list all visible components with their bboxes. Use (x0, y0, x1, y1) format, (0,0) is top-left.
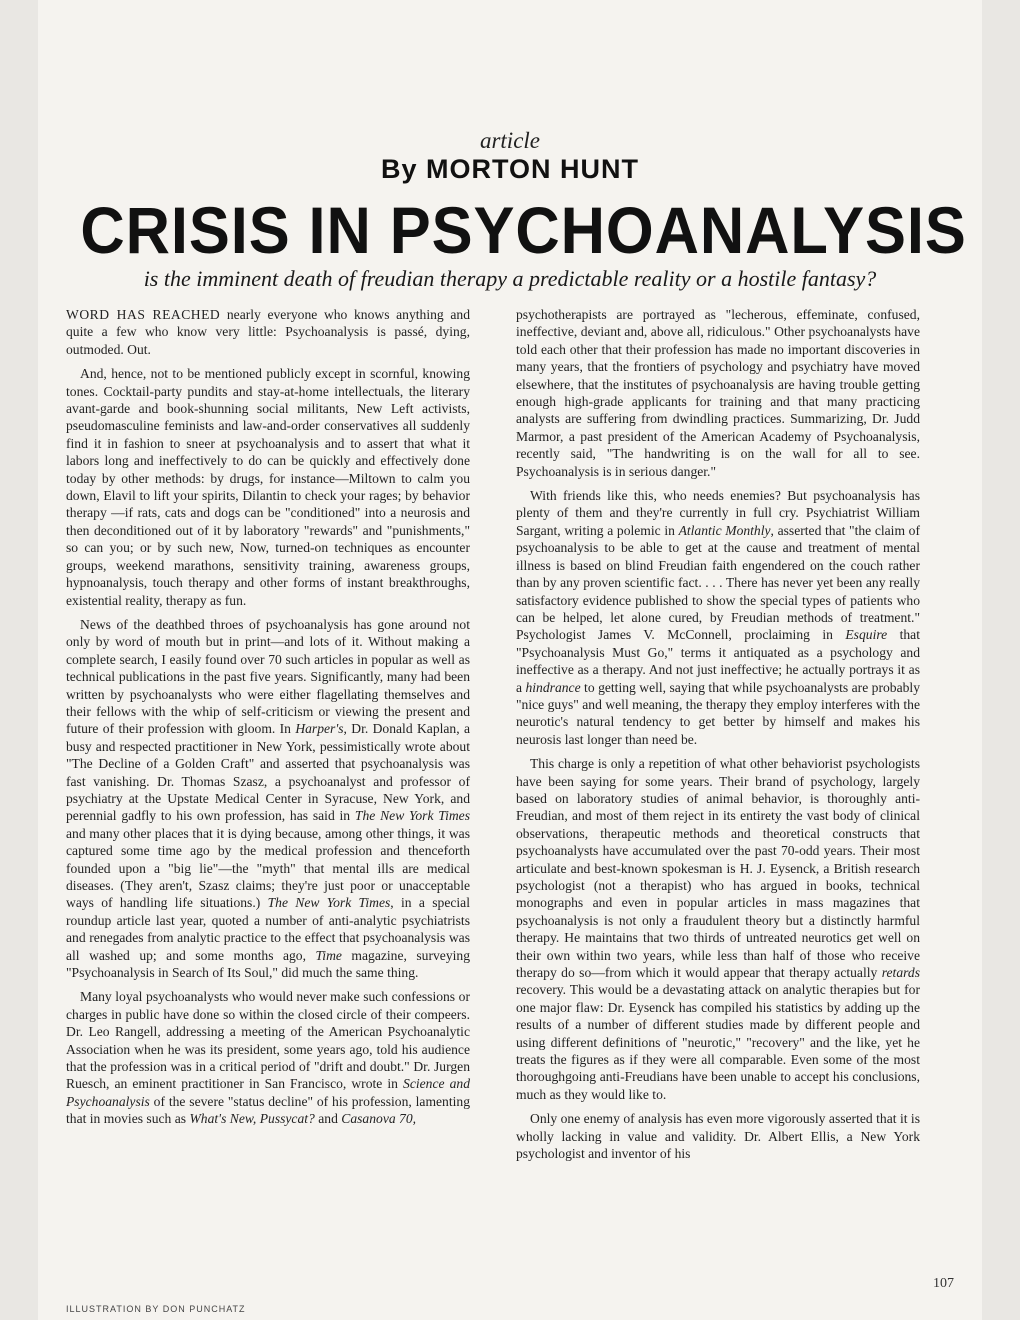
paragraph (516, 755, 920, 1103)
right-column (516, 306, 920, 1170)
text-run: of the severe "status decline" of his profession, lamenting that in movies such as (66, 1093, 470, 1127)
publication-title: Esquire (845, 627, 888, 643)
illustration-credit: ILLUSTRATION BY DON PUNCHATZ (66, 1304, 246, 1314)
text-run: , asserted that "the claim of psychoanalysis to be able to get at the cause and treatment of mental illness is based on blind Freudian faith engendered on the couch rather than by any proven scientific fact. . . . There has never yet been any really satisfactory evidence published to show the special types of patients who can be helped, let alone cured, by Freudian methods of treatment." Psychologist James V. McConnell, proclaiming in (516, 522, 920, 643)
text-run: News of the deathbed throes of psychoanalysis has gone around not only by word of mouth but in print—and lots of it. Without making a complete search, I easily found over 70 such articles in popular as well as technical publications in the past five years. Significantly, many had been written by psychoanalysts who were either flagellating themselves and their fellows with the whip of self-criticism or viewing the present and future of their profession with gloom. In (66, 616, 470, 737)
text-run: recovery. This would be a devastating attack on analytic therapies but for one major flaw: Dr. Eysenck has compiled his statistics by adding up the results of a number of different studies made by different people and using different definitions of "neurotic," "recovery" and the like, yet he treats the figures as if they were all comparable. Even some of the most thoroughgoing anti-Freudians have been unable to accept his conclusions, much as they would like to. (516, 982, 920, 1102)
left-column (66, 306, 470, 1135)
paragraph (66, 988, 470, 1127)
publication-title: The New York Times (354, 808, 470, 824)
publication-title: Science and Psychoanalysis (66, 1076, 470, 1109)
text-run: , in a special roundup article last year, quoted a number of anti-analytic psychiatrists and renegades from analytic practice to the effect that psychoanalysis was all washed up; and some months ago, (66, 895, 470, 963)
text-run: and (314, 1111, 342, 1127)
byline: By MORTON HUNT (380, 154, 639, 184)
emphasis: retards (881, 965, 920, 981)
publication-title: Atlantic Monthly (678, 522, 771, 538)
section-kicker: article (479, 128, 541, 153)
film-title: What's New, Pussycat? (189, 1111, 315, 1127)
text-run: and many other places that it is dying because, among other things, it was captured some time ago by the medical profession and thenceforth founded upon a "big lie"—the "myth" that mental ills are medical diseases. (They aren't, Szasz claims; they're just poor or unacceptable ways of handling life situations.) (66, 825, 470, 911)
paragraph: Only one enemy of analysis has even more vigorously asserted that it is wholly lacking in value and validity. Dr. Albert Ellis, a New York psychologist and inventor of his (516, 1111, 920, 1162)
paragraph: And, hence, not to be mentioned publicly except in scornful, knowing tones. Cocktail-party pundits and stay-at-home intellectuals, the literary avant-garde and book-shunning social militants, New Left activists, pseudomasculine feminists and law-and-order conservatives all suddenly find it in fashion to sneer at psychoanalysis and to assert that what it labors long and ineffectively to do can be quickly and effectively done today by other methods: by drugs, for instance—Miltown to calm you down, Elavil to lift your spirits, Dilantin to check your rages; by behavior therapy —if rats, cats and dogs can be "conditioned" into a neurosis and then deconditioned out of it by laboratory "rewards" and "punishments," so can you; or by such new, Now, turned-on techniques as encounter groups, weekend marathons, sensitivity training, awareness groups, hypnoanalysis, touch therapy and other forms of instant breakthroughs, existential reality, therapy as fun. (66, 366, 470, 608)
film-title: Casanova 70, (341, 1111, 417, 1127)
emphasis: hindrance (525, 679, 581, 695)
text-run: With friends like this, who needs enemies? But psychoanalysis has plenty of them and they're currently in full cry. Psychiatrist William Sargant, writing a polemic in (516, 488, 920, 538)
text-run: This charge is only a repetition of what other behaviorist psychologists have been saying for some years. Their brand of psychology, largely based on laboratory studies of animal behavior, is thoroughly anti-Freudian, and most of them reject in its entirety the vast body of clinical observations, therapeutic methods and theoretical constructs that psychoanalysts have accumulated over the past 70-odd years. Their most articulate and best-known spokesman is H. J. Eysenck, a British research psychologist (not a therapist) who has argued in books, technical monographs and even in popular articles in mass magazines that psychoanalysis is not only a fraudulent theory but a distinctly harmful therapy. He maintains that two thirds of untreated neurotics get well on their own within two years, while less than half of those who receive therapy do so—from which it would appear that therapy actually (516, 756, 920, 981)
lead-in-caps: WORD HAS REACHED (66, 307, 221, 322)
magazine-page (38, 0, 982, 1320)
page-number: 107 (933, 1276, 954, 1291)
paragraph (66, 306, 470, 358)
publication-title: Harper's (295, 721, 344, 737)
text-run: nearly everyone who knows anything and quite a few who know very little: Psychoanalysis is passé, dying, outmoded. Out. (66, 307, 470, 357)
paragraph: psychotherapists are portrayed as "lecherous, effeminate, confused, ineffective, deviant and, above all, ridiculous." Other psychoanalysts have told each other that their profession has made no important discoveries in many years, that the frontiers of psychology and psychiatry have moved elsewhere, that the institutes of psychoanalysis are having trouble getting enough high-grade applicants for training and that many practicing analysts are suffering from dwindling practices. Summarizing, Dr. Judd Marmor, a past president of the American Academy of Psychoanalysis, recently said, "The handwriting is on the wall for all to see. Psychoanalysis is in serious danger." (516, 307, 920, 479)
text-run: Many loyal psychoanalysts who would never make such confessions or charges in public have done so within the closed circle of their compeers. Dr. Leo Rangell, addressing a meeting of the American Psychoanalytic Association when he was its president, some years ago, told his audience that the profession was in a critical period of "drift and doubt." Dr. Jurgen Ruesch, an eminent practitioner in San Francisco, wrote in (66, 989, 470, 1092)
paragraph (66, 616, 470, 982)
text-run: to getting well, saying that while psychoanalysts are probably "nice guys" and well meaning, the therapy they employ interferes with the neurotic's natural tendency to get better by himself and makes his neurosis last longer than need be. (516, 679, 921, 747)
article-title: CRISIS IN PSYCHOANALYSIS (80, 193, 967, 267)
article-subtitle: is the imminent death of freudian therapy a predictable reality or a hostile fantasy? (143, 266, 877, 291)
text-run: that "Psychoanalysis Must Go," terms it antiquated as a psychology and ineffective as a therapy. And not just ineffective; he actually portrays it as a (516, 627, 920, 695)
text-run: magazine, surveying "Psychoanalysis in Search of Its Soul," did much the same thing. (66, 947, 470, 981)
paragraph (516, 487, 920, 748)
publication-title: Time (315, 947, 342, 963)
text-run: , Dr. Donald Kaplan, a busy and respected practitioner in New York, pessimistically wrote about "The Decline of a Golden Craft" and asserted that psychoanalysis was fast vanishing. Dr. Thomas Szasz, a psychoanalyst and professor of psychiatry at the Upstate Medical Center in Syracuse, New York, and perennial gadfly to his own profession, has said in (66, 721, 470, 824)
publication-title: The New York Times (267, 895, 391, 911)
